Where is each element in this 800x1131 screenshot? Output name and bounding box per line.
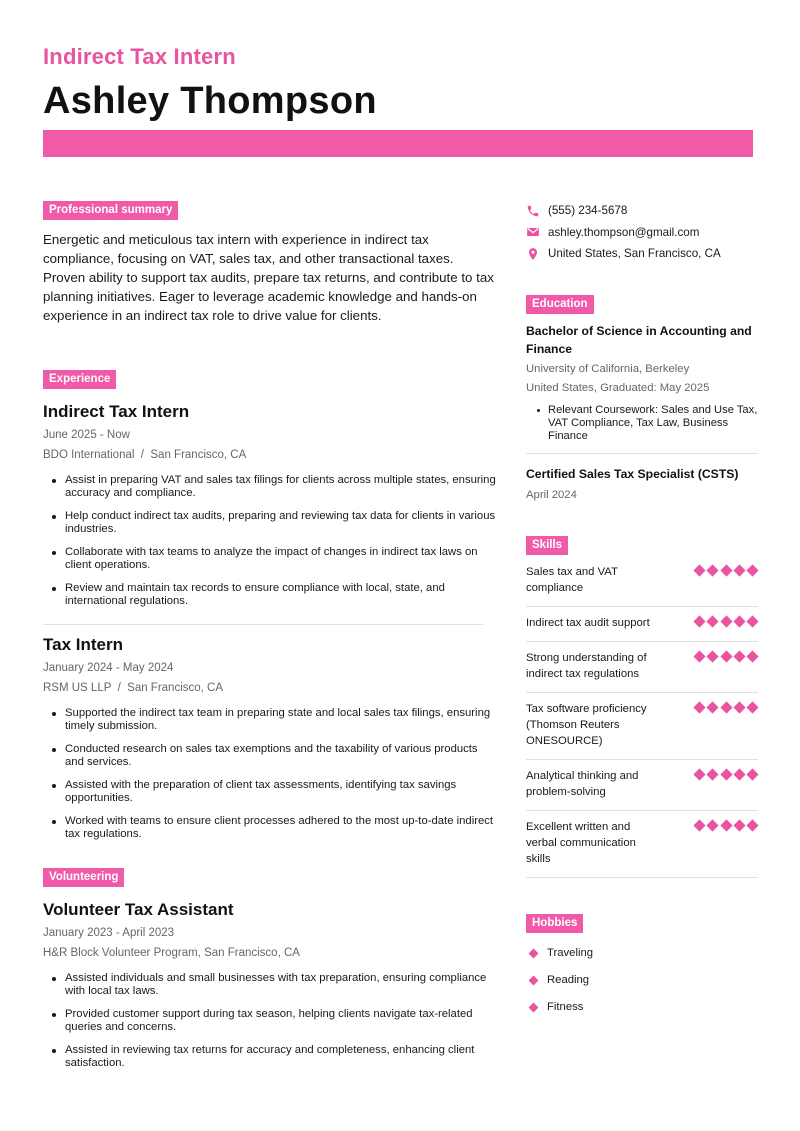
rating-diamond-icon xyxy=(720,768,732,780)
diamond-bullet-icon xyxy=(529,1002,539,1012)
section-tag-education: Education xyxy=(526,295,594,314)
diamond-bullet-icon xyxy=(529,948,539,958)
contact-email xyxy=(526,222,758,244)
rating-diamond-icon xyxy=(707,701,719,713)
education-bullets xyxy=(526,404,758,443)
bullet-item: Worked with teams to ensure client processes adhered to the most up-to-date indirect tax regulations. xyxy=(65,815,498,841)
school-name: University of California, Berkeley xyxy=(526,362,690,375)
bullet-item: Conducted research on sales tax exemptions and the taxability of various products and services. xyxy=(65,743,498,769)
rating-diamond-icon xyxy=(720,819,732,831)
contact-location xyxy=(526,243,758,265)
skill-item xyxy=(526,693,758,760)
section-tag-volunteering: Volunteering xyxy=(43,868,124,887)
skills-list xyxy=(526,564,758,878)
skill-name: Excellent written and verbal communication skills xyxy=(526,820,636,865)
job-title: Tax Intern xyxy=(43,635,123,654)
certification-entry xyxy=(526,465,758,502)
rating-diamond-icon xyxy=(707,615,719,627)
bullet-item: Assisted individuals and small businesses with tax preparation, ensuring compliance with local tax laws. xyxy=(65,972,498,998)
rating-diamond-icon xyxy=(746,701,758,713)
job-dates: January 2024 - May 2024 xyxy=(43,662,174,674)
bullet-item: Help conduct indirect tax audits, preparing and reviewing tax data for clients in various industries. xyxy=(65,510,498,536)
hobby-label: Reading xyxy=(547,974,590,986)
location-text: United States, San Francisco, CA xyxy=(548,247,721,261)
hobby-label: Traveling xyxy=(547,947,594,959)
phone-text: (555) 234-5678 xyxy=(548,204,628,218)
rating-diamond-icon xyxy=(746,768,758,780)
rating-diamond-icon xyxy=(746,819,758,831)
accent-bar xyxy=(43,130,753,157)
skill-item xyxy=(526,564,758,607)
hobbies-list xyxy=(526,940,758,1021)
job-bullets xyxy=(43,474,498,608)
section-tag-hobbies: Hobbies xyxy=(526,914,583,933)
volunteer-bullets xyxy=(43,972,498,1070)
job-company: RSM US LLP / San Francisco, CA xyxy=(43,682,224,694)
bullet-item: Assisted with the preparation of client tax assessments, identifying tax savings opportunities. xyxy=(65,779,498,805)
email-link[interactable]: ashley.thompson@gmail.com xyxy=(548,225,700,239)
rating-diamond-icon xyxy=(733,819,745,831)
left-column xyxy=(43,200,498,1080)
volunteer-title: Volunteer Tax Assistant xyxy=(43,900,234,919)
rating-diamond-icon xyxy=(733,615,745,627)
hobby-item xyxy=(526,994,758,1021)
rating-diamond-icon xyxy=(733,564,745,576)
volunteer-company: H&R Block Volunteer Program, San Francisco, CA xyxy=(43,947,300,959)
degree-title: Bachelor of Science in Accounting and Finance xyxy=(526,323,752,356)
certification-date: April 2024 xyxy=(526,488,577,501)
rating-diamond-icon xyxy=(733,650,745,662)
skill-rating xyxy=(694,651,758,662)
phone-icon xyxy=(526,204,540,218)
certification-title: Certified Sales Tax Specialist (CSTS) xyxy=(526,466,739,481)
skill-name: Indirect tax audit support xyxy=(526,616,650,629)
volunteer-dates: January 2023 - April 2023 xyxy=(43,927,175,939)
rating-diamond-icon xyxy=(694,819,706,831)
rating-diamond-icon xyxy=(720,650,732,662)
volunteer-entry xyxy=(43,900,498,1070)
bullet-item: Provided customer support during tax season, helping clients navigate tax-related queries and concerns. xyxy=(65,1008,498,1034)
skill-item xyxy=(526,811,758,878)
skill-name: Strong understanding of indirect tax regulations xyxy=(526,651,647,680)
job-divider xyxy=(43,624,483,625)
job-entry xyxy=(43,635,498,841)
candidate-name: Ashley Thompson xyxy=(43,80,377,122)
rating-diamond-icon xyxy=(694,564,706,576)
skill-item xyxy=(526,642,758,693)
job-entry xyxy=(43,402,498,608)
rating-diamond-icon xyxy=(733,701,745,713)
skill-rating xyxy=(694,616,758,627)
hobby-item xyxy=(526,940,758,967)
contact-phone xyxy=(526,200,758,222)
diamond-bullet-icon xyxy=(529,975,539,985)
rating-diamond-icon xyxy=(720,564,732,576)
skill-item xyxy=(526,607,758,642)
section-tag-skills: Skills xyxy=(526,536,568,555)
rating-diamond-icon xyxy=(707,564,719,576)
summary-text: Energetic and meticulous tax intern with experience in indirect tax compliance, focusing on VAT, sales tax, and other transactional taxes. Proven ability to support tax audits, prepare tax returns, and contribute to tax planning initiatives. Eager to leverage academic knowledge and hands-on experience in an indirect tax role to drive value for clients. xyxy=(43,232,494,323)
bullet-item: Supported the indirect tax team in preparing state and local sales tax filings, ensuring timely submission. xyxy=(65,707,498,733)
email-icon xyxy=(526,225,540,239)
rating-diamond-icon xyxy=(694,615,706,627)
job-dates: June 2025 - Now xyxy=(43,429,130,441)
skill-name: Analytical thinking and problem-solving xyxy=(526,769,639,798)
hobby-label: Fitness xyxy=(547,1001,584,1013)
rating-diamond-icon xyxy=(733,768,745,780)
skill-rating xyxy=(694,769,758,780)
rating-diamond-icon xyxy=(707,819,719,831)
rating-diamond-icon xyxy=(694,701,706,713)
education-entry xyxy=(526,322,758,443)
location-pin-icon xyxy=(526,247,540,261)
bullet-item: Assist in preparing VAT and sales tax filings for clients across multiple states, ensuring accuracy and compliance. xyxy=(65,474,498,500)
job-bullets xyxy=(43,707,498,841)
bullet-item: Assisted in reviewing tax returns for accuracy and completeness, enhancing client satisfaction. xyxy=(65,1044,498,1070)
education-divider xyxy=(526,453,758,454)
rating-diamond-icon xyxy=(720,701,732,713)
rating-diamond-icon xyxy=(720,615,732,627)
bullet-item: Review and maintain tax records to ensure compliance with local, state, and international regulations. xyxy=(65,582,498,608)
skill-rating xyxy=(694,702,758,713)
resume-header xyxy=(43,44,753,123)
rating-diamond-icon xyxy=(746,650,758,662)
job-title: Indirect Tax Intern xyxy=(43,402,190,421)
skill-rating xyxy=(694,820,758,831)
skill-name: Sales tax and VAT compliance xyxy=(526,565,618,594)
skill-rating xyxy=(694,565,758,576)
rating-diamond-icon xyxy=(707,768,719,780)
job-company: BDO International / San Francisco, CA xyxy=(43,449,247,461)
rating-diamond-icon xyxy=(746,564,758,576)
hobby-item xyxy=(526,967,758,994)
section-tag-summary: Professional summary xyxy=(43,201,178,220)
bullet-item: Relevant Coursework: Sales and Use Tax, VAT Compliance, Tax Law, Business Finance xyxy=(548,403,758,442)
rating-diamond-icon xyxy=(746,615,758,627)
rating-diamond-icon xyxy=(707,650,719,662)
education-details: United States, Graduated: May 2025 xyxy=(526,381,710,394)
target-job-title: Indirect Tax Intern xyxy=(43,44,236,69)
skill-name: Tax software proficiency (Thomson Reuters ONESOURCE) xyxy=(526,702,647,747)
skill-item xyxy=(526,760,758,811)
rating-diamond-icon xyxy=(694,768,706,780)
section-tag-experience: Experience xyxy=(43,370,116,389)
bullet-item: Collaborate with tax teams to analyze the impact of changes in indirect tax laws on client operations. xyxy=(65,546,498,572)
right-column xyxy=(526,200,758,1021)
rating-diamond-icon xyxy=(694,650,706,662)
